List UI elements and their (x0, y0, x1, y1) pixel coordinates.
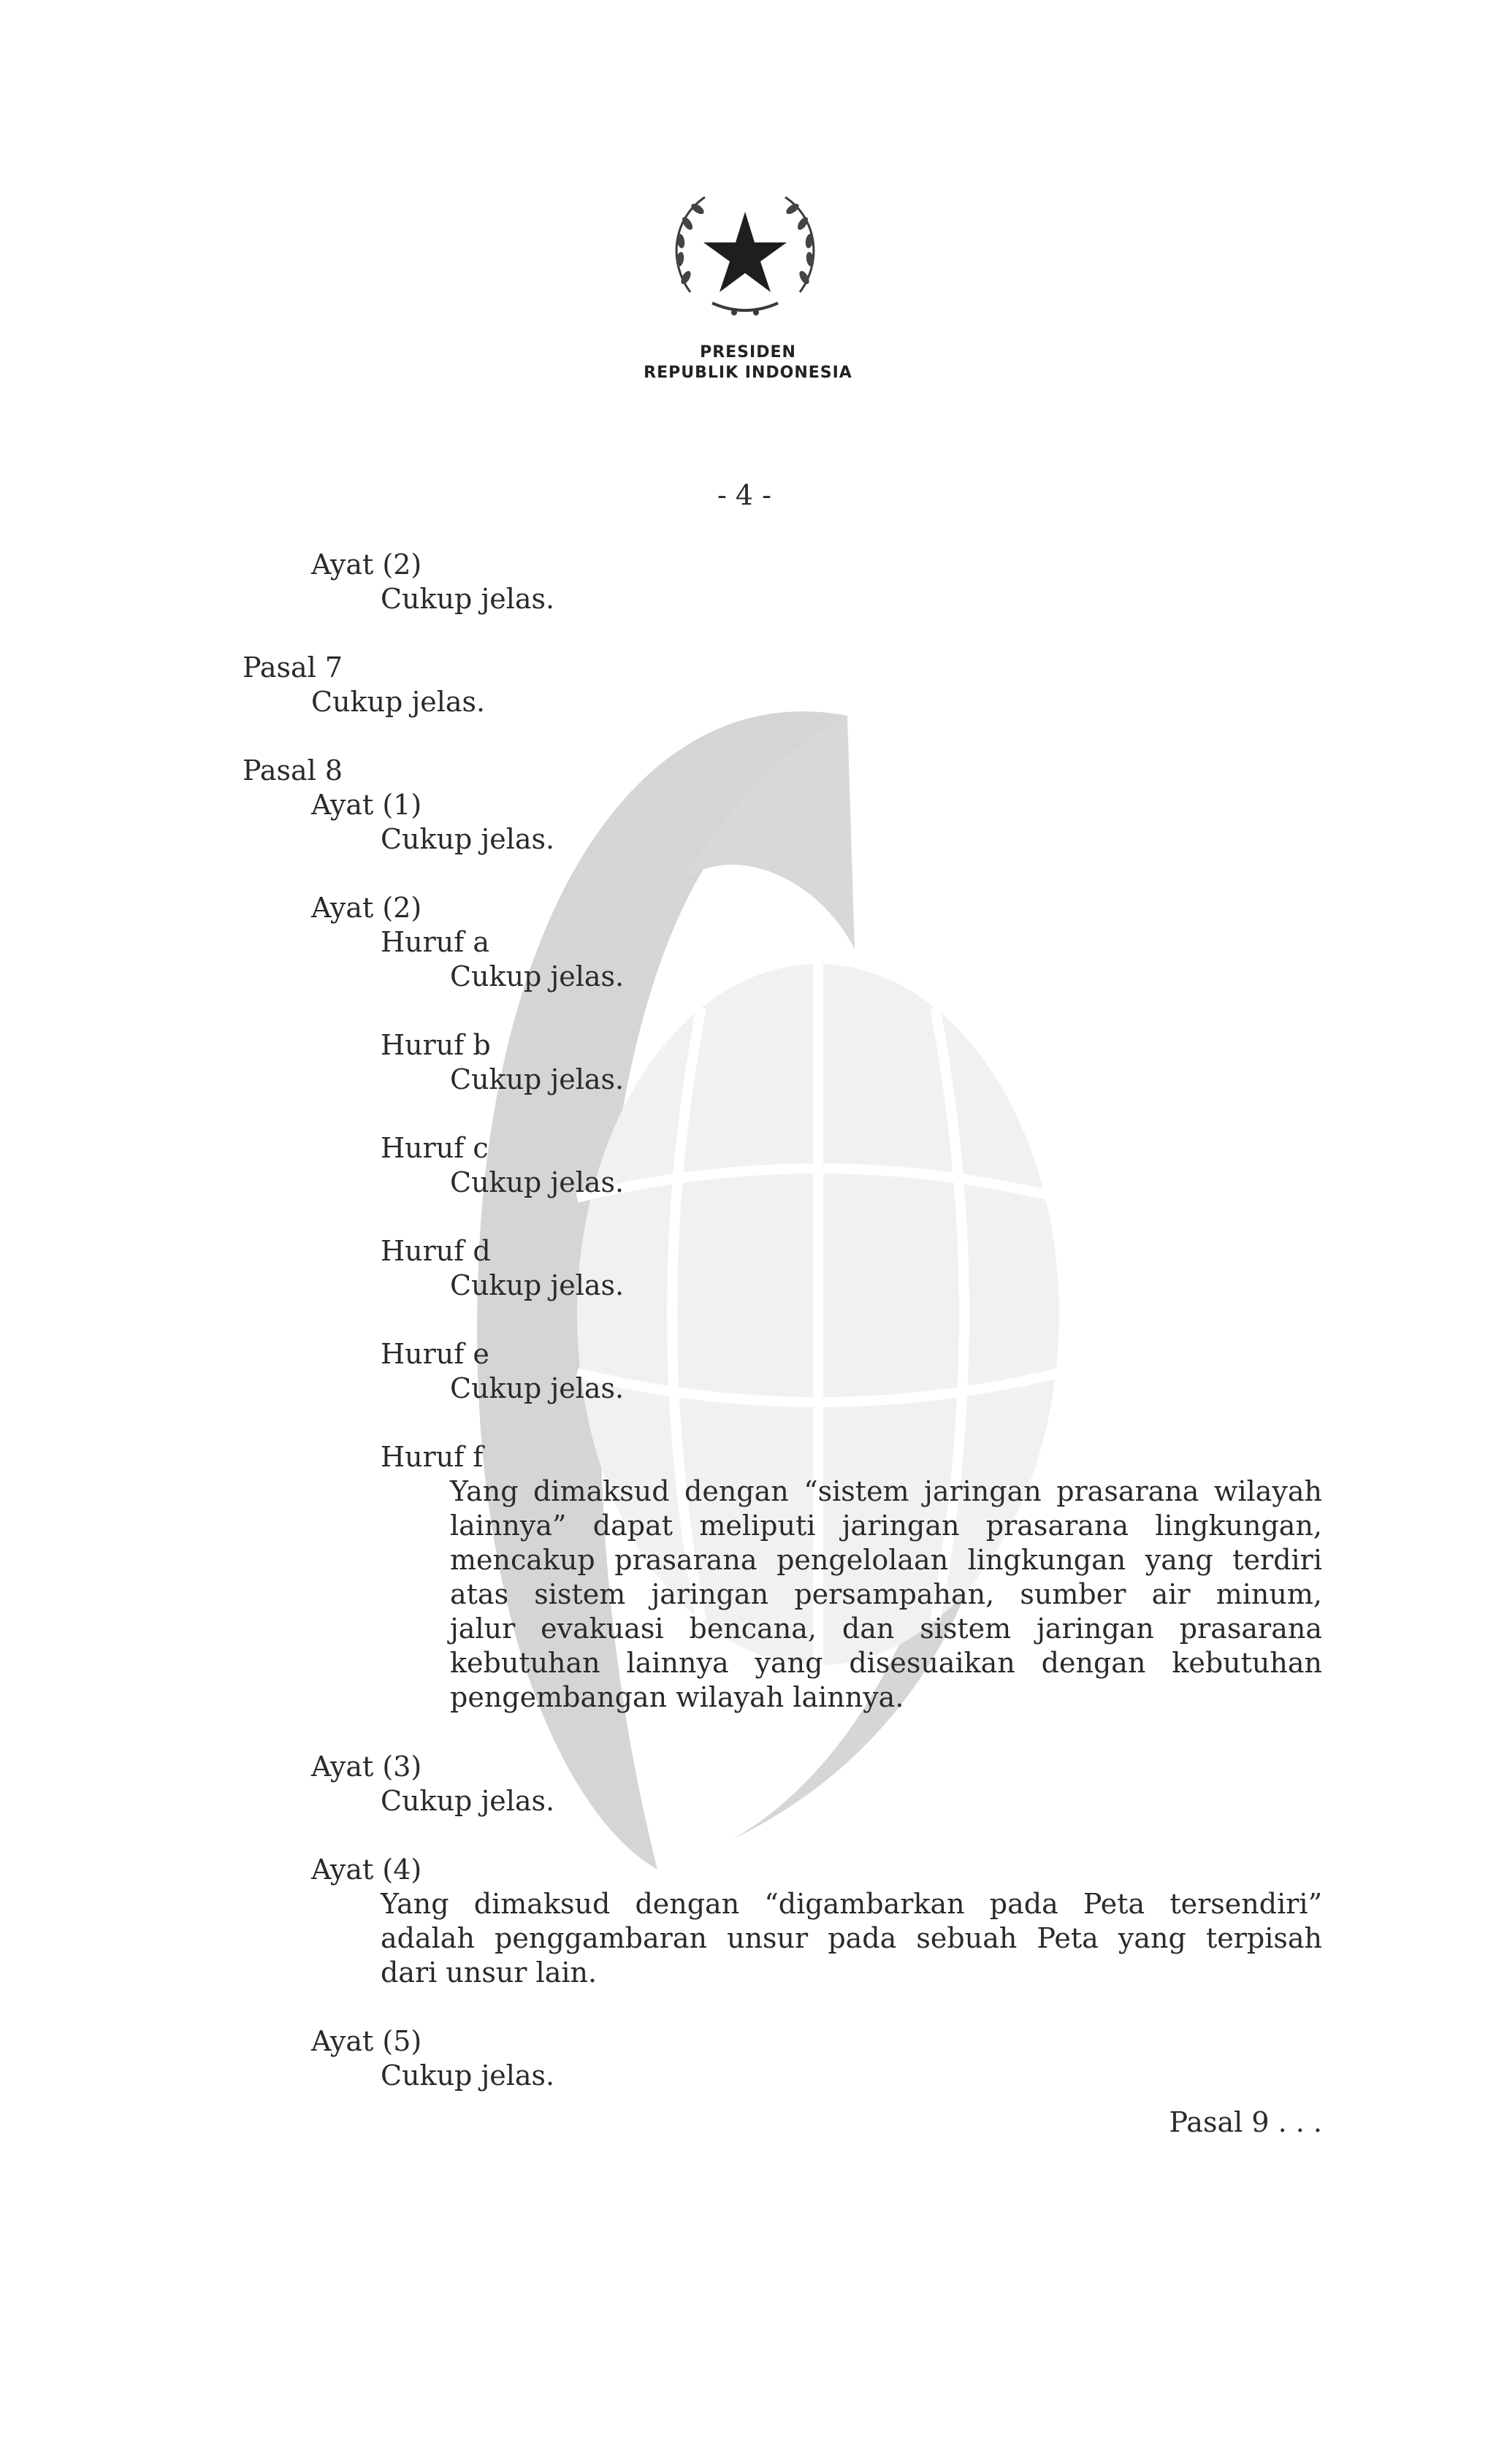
paragraph-line: Yang dimaksud dengan “digambarkan pada Peta tersendiri” (381, 1888, 1322, 1920)
paragraph-line: adalah penggambaran unsur pada sebuah Peta yang terpisah (381, 1922, 1322, 1954)
garuda-star-emblem-icon (668, 183, 822, 329)
huruf-text: Cukup jelas. (450, 1166, 625, 1198)
paragraph-line: Yang dimaksud dengan “sistem jaringan prasarana wilayah (450, 1475, 1322, 1507)
huruf-text: Cukup jelas. (450, 1063, 625, 1095)
ayat-heading: Ayat (5) (311, 2025, 422, 2057)
huruf-heading: Huruf a (381, 926, 490, 958)
paragraph-line: dari unsur lain. (381, 1956, 598, 1989)
ayat-text: Cukup jelas. (381, 583, 555, 615)
next-page-catchword: Pasal 9 . . . (1169, 2106, 1322, 2138)
ayat-heading: Ayat (3) (311, 1751, 422, 1783)
huruf-heading: Huruf e (381, 1338, 489, 1370)
ayat-heading: Ayat (1) (311, 789, 422, 821)
ayat-text: Cukup jelas. (381, 823, 555, 855)
huruf-text: Cukup jelas. (450, 1269, 625, 1301)
pasal-heading: Pasal 7 (243, 651, 343, 684)
ayat-text: Cukup jelas. (381, 2059, 555, 2092)
huruf-heading: Huruf d (381, 1235, 491, 1267)
pasal-text: Cukup jelas. (311, 686, 486, 718)
paragraph-line: pengembangan wilayah lainnya. (450, 1681, 904, 1713)
huruf-text: Cukup jelas. (450, 960, 625, 992)
ayat-heading: Ayat (4) (311, 1853, 422, 1886)
huruf-heading: Huruf c (381, 1132, 489, 1164)
ayat-heading: Ayat (2) (311, 892, 422, 924)
paragraph-line: lainnya” dapat meliputi jaringan prasarana lingkungan, (450, 1510, 1322, 1542)
header-line-presiden: PRESIDEN (700, 343, 796, 361)
paragraph-line: mencakup prasarana pengelolaan lingkungan yang terdiri (450, 1544, 1322, 1576)
paragraph-line: jalur evakuasi bencana, dan sistem jaringan prasarana (450, 1612, 1322, 1645)
paragraph-line: kebutuhan lainnya yang disesuaikan dengan kebutuhan (450, 1647, 1322, 1679)
ayat-4-paragraph (381, 1887, 1322, 1990)
ayat-heading: Ayat (2) (311, 548, 422, 581)
page-number: - 4 - (717, 479, 772, 511)
header-line-republik: REPUBLIK INDONESIA (644, 364, 852, 382)
huruf-heading: Huruf f (381, 1441, 484, 1473)
huruf-heading: Huruf b (381, 1029, 491, 1061)
paragraph-line: atas sistem jaringan persampahan, sumber air minum, (450, 1578, 1322, 1610)
pasal-heading: Pasal 8 (243, 754, 343, 787)
ayat-text: Cukup jelas. (381, 1785, 555, 1817)
huruf-text: Cukup jelas. (450, 1372, 625, 1404)
huruf-f-paragraph (450, 1474, 1322, 1715)
